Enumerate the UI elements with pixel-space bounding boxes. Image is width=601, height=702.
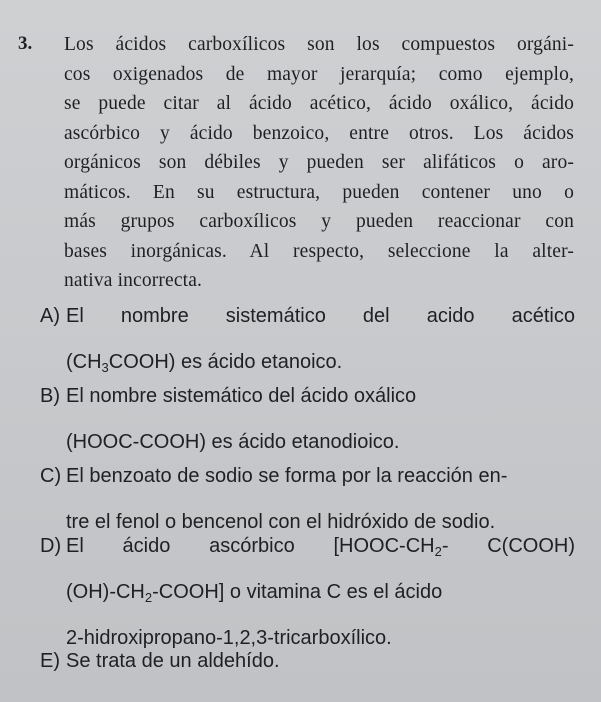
stem-line: ascórbico y ácido benzoico, entre otros. Los ácidos bbox=[64, 122, 574, 144]
option-a-line bbox=[40, 293, 575, 339]
option-d-formula-sub: 2 bbox=[434, 544, 442, 559]
option-b-text: El nombre sistemático del ácido oxálico bbox=[66, 385, 417, 407]
option-a-text: El nombre sistemático del acido acético bbox=[66, 305, 575, 327]
option-a[interactable] bbox=[40, 293, 575, 385]
option-d-formula-post: -COOH] o vitamina C es el ácido bbox=[152, 581, 443, 603]
option-d-line bbox=[40, 569, 575, 615]
option-d-formula-sub: 2 bbox=[144, 590, 153, 605]
option-a-letter: A) bbox=[40, 305, 60, 327]
option-d-formula-pre: (OH)-CH bbox=[66, 581, 145, 603]
option-d-line: 2-hidroxipropano-1,2,3-tricarboxílico. bbox=[66, 627, 392, 649]
stem-line: nativa incorrecta. bbox=[64, 270, 203, 291]
stem-line: Los ácidos carboxílicos son los compuestos orgáni- bbox=[64, 34, 574, 55]
option-b[interactable] bbox=[40, 373, 575, 465]
option-c-letter: C) bbox=[40, 465, 62, 487]
question-number: 3. bbox=[18, 33, 33, 54]
option-d-line bbox=[40, 523, 575, 569]
stem-line: orgánicos son débiles y pueden ser alifáticos o aro- bbox=[64, 152, 574, 173]
option-b-line bbox=[40, 373, 575, 419]
stem-line: más grupos carboxílicos y pueden reaccionar con bbox=[64, 211, 574, 232]
option-b-letter: B) bbox=[40, 385, 60, 407]
stem-line: cos oxigenados de mayor jerarquía; como ejemplo, bbox=[64, 63, 574, 85]
stem-line: máticos. En su estructura, pueden contener uno o bbox=[64, 181, 574, 203]
option-c-line: tre el fenol o bencenol con el hidróxido de sodio. bbox=[66, 511, 496, 533]
option-e[interactable] bbox=[40, 638, 575, 684]
question-stem bbox=[64, 30, 574, 296]
option-d-letter: D) bbox=[40, 535, 62, 557]
option-e-line bbox=[40, 638, 575, 684]
option-a-formula-post: COOH) es ácido etanoico. bbox=[108, 351, 343, 373]
option-d-formula-post: - C(COOH) bbox=[441, 535, 575, 557]
option-c-line bbox=[40, 453, 575, 499]
option-a-formula-pre: (CH bbox=[66, 351, 102, 373]
option-e-letter: E) bbox=[40, 650, 60, 672]
option-a-formula-sub: 3 bbox=[101, 360, 109, 375]
option-c-text: El benzoato de sodio se forma por la reacción en- bbox=[66, 465, 508, 487]
option-e-text: Se trata de un aldehído. bbox=[66, 650, 280, 672]
option-d-formula-pre: El ácido ascórbico [HOOC-CH bbox=[66, 535, 435, 557]
option-b-line: (HOOC-COOH) es ácido etanodioico. bbox=[66, 431, 400, 453]
stem-line: se puede citar al ácido acético, ácido oxálico, ácido bbox=[64, 93, 574, 114]
stem-line: bases inorgánicas. Al respecto, seleccione la alter- bbox=[64, 240, 574, 262]
